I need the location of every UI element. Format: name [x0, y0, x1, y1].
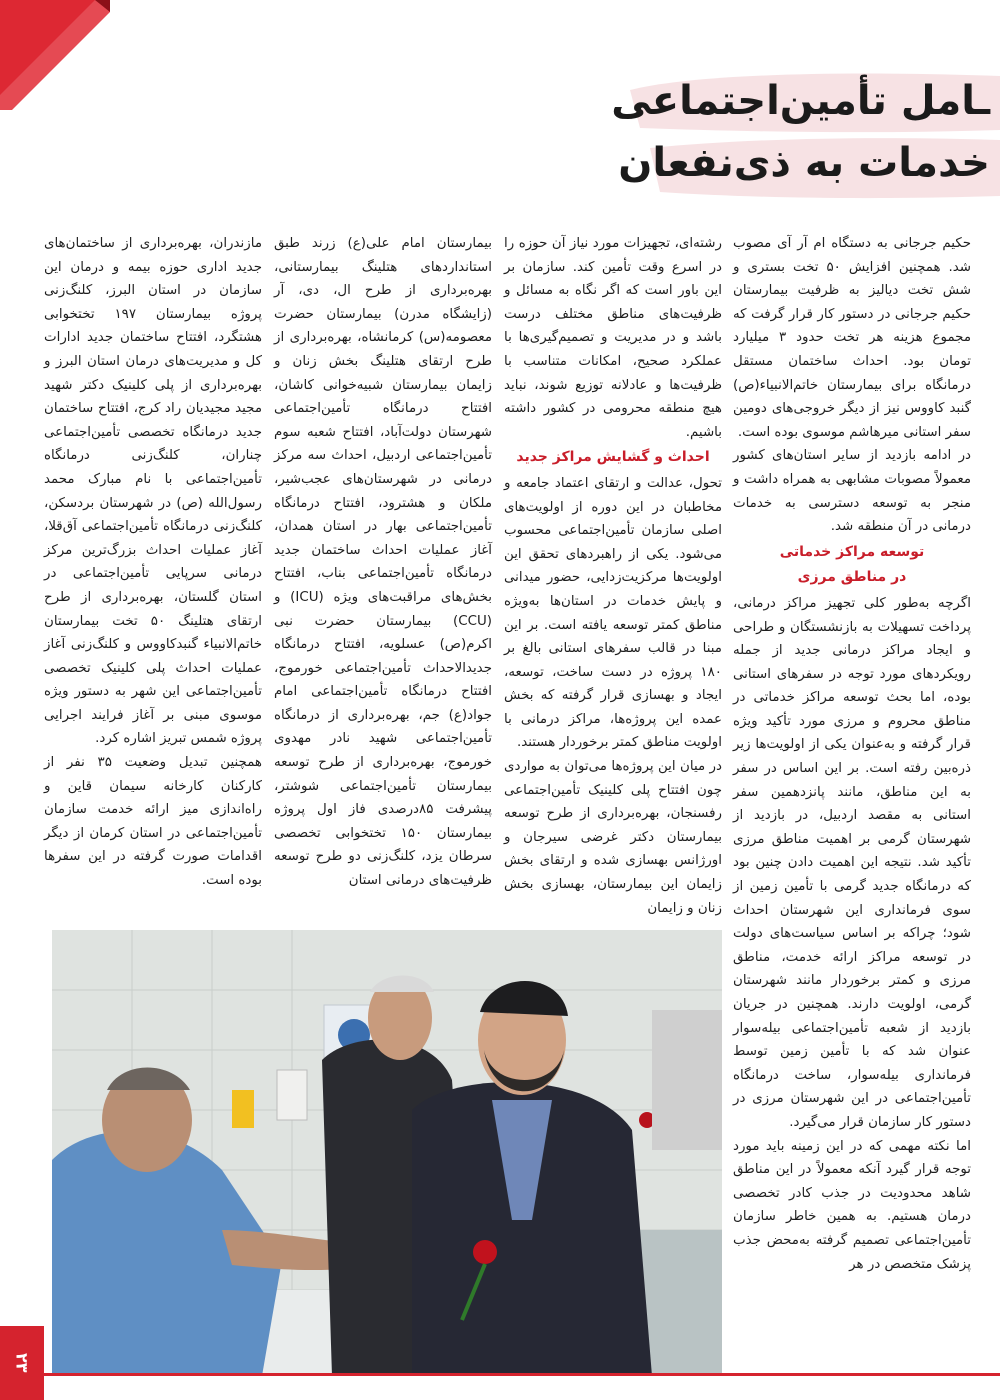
paragraph: حکیم جرجانی به دستگاه ام آر آی مصوب شد. همچنین افزایش ۵۰ تخت بستری و شش تخت دیالیز به ظرفیت بیمارستان حکیم جرجانی در دستور کار قرار گرفت که مجموع هزینه هر تخت حدود ۳ میلیارد تومان بود. احداث ساختمان مستقل درمانگاه برای بیمارستان خاتم‌الانبیاء(ص) گنبد کاووس نیز از دیگر خروجی‌های دومین سفر استانی میرهاشم موسوی بوده است.	[733, 236, 972, 440]
section-heading: در مناطق مرزی	[797, 569, 907, 586]
page-number: ۲۳	[0, 1326, 44, 1400]
paragraph: همچنین تبدیل وضعیت ۳۵ نفر از کارکنان کارخانه سیمان قاین و راه‌اندازی میز ارائه خدمت سازمان تأمین‌اجتماعی در استان کرمان از دیگر اقدامات صورت گرفته در این سفرها بوده است.	[44, 755, 262, 889]
section-heading: احداث و گشایش مراکز جدید	[516, 449, 710, 466]
text-column-3	[274, 232, 492, 893]
article-photo	[50, 928, 724, 1378]
paragraph: بیمارستان امام علی(ع) زرند طبق استانداردهای هتلینگ بیمارستانی، بهره‌برداری از طرح ال، دی، آر (زایشگاه مدرن) بیمارستان حضرت معصومه(س) کرمانشاه، بهره‌برداری از طرح ارتقای هتلینگ بخش زنان و زایمان بیمارستان شبیه‌خوانی کاشان، افتتاح درمانگاه تأمین‌اجتماعی شهرستان دولت‌آباد، افتتاح شعبه سوم تأمین‌اجتماعی اردبیل، احداث سه مرکز درمانی در شهرستان‌های عجب‌شیر، ملکان و هشترود، افتتاح درمانگاه تأمین‌اجتماعی بهار در استان همدان، آغاز عملیات احداث ساختمان جدید درمانگاه تأمین‌اجتماعی بناب، افتتاح بخش‌های مراقبت‌های ویژه (ICU) و (CCU) بیمارستان حضرت نبی اکرم(ص) عسلویه، افتتاح درمانگاه جدیدالاحداث تأمین‌اجتماعی خورموج، افتتاح درمانگاه تأمین‌اجتماعی امام جواد(ع) جم، بهره‌برداری از درمانگاه تأمین‌اجتماعی شهید نادر مهدوی خورموج، بهره‌برداری از طرح توسعه بیمارستان تأمین‌اجتماعی شوشتر، پیشرفت ۸۵درصدی فاز اول پروژه بیمارستان ۱۵۰ تختخوابی تخصصی سرطان یزد، کلنگ‌زنی دو طرح توسعه ظرفیت‌های درمانی استان	[274, 236, 493, 889]
paragraph: تحول، عدالت و ارتقای اعتماد جامعه و مخاطبان در این دوره از اولویت‌های اصلی سازمان تأمین‌اجتماعی محسوب می‌شود. یکی از راهبردهای تحقق این اولویت‌ها مرکزیت‌زدایی، حضور میدانی و پایش خدمات در استان‌ها به‌ویژه مناطق کمتر توسعه یافته است. بر این مبنا در قالب سفرهای استانی بالغ بر ۱۸۰ پروژه در دست ساخت، توسعه، ایجاد و بهسازی قرار گرفته که بخش عمده این پروژه‌ها، مراکز درمانی با اولویت مناطق کمتر برخوردار هستند.	[504, 475, 722, 751]
paragraph: در ادامه بازدید از سایر استان‌های کشور معمولاً مصوبات مشابهی به همراه داشت و منجر به توسعه دسترسی به خدمات درمانی در آن منطقه شد.	[733, 448, 971, 535]
footer-rule	[40, 1373, 1000, 1376]
paragraph: اما نکته مهمی که در این زمینه باید مورد توجه قرار گیرد آنکه معمولاً در این مناطق شاهد محدودیت در جذب کادر تخصصی درمان هستیم. به همین خاطر سازمان تأمین‌اجتماعی تصمیم گرفته به‌محض جذب پزشک متخصص در هر	[733, 1138, 971, 1272]
title-line-2: خدمات به ذی‌نفعان	[618, 140, 990, 186]
corner-decoration	[0, 0, 120, 110]
paragraph: رشته‌ای، تجهیزات مورد نیاز آن حوزه را در اسرع وقت تأمین کند. سازمان بر این باور است که اگر نگاه به مسائل و ظرفیت‌های مناطق مختلف درست باشد و در مدیریت و تصمیم‌گیری‌ها با عملکرد صحیح، امکانات متناسب با ظرفیت‌ها و عادلانه توزیع شوند، نباید هیچ منطقه محرومی در کشور داشته باشیم.	[504, 236, 722, 440]
text-column-1	[733, 232, 971, 1276]
paragraph: اگرچه به‌طور کلی تجهیز مراکز درمانی، پرداخت تسهیلات به بازنشستگان و طراحی و ایجاد مراکز درمانی جدید از جمله رویکردهای مورد توجه در سفرهای استانی بوده، اما بحث توسعه مراکز خدماتی در مناطق محروم و مرزی مورد تأکید ویژه قرار گرفته و به‌عنوان یکی از اولویت‌ها زیر ذره‌بین رفته است. بر این اساس در سفر به این مناطق، مانند پانزدهمین سفر استانی به مقصد اردبیل، در بازدید از شهرستان گرمی بر اهمیت مناطق مرزی تأکید شد. نتیجه این اهمیت دادن چنین بود که درمانگاه جدید گرمی با تأمین زمین از سوی فرمانداری این شهرستان احداث شود؛ چراکه بر اساس سیاست‌های دولت در توسعه مراکز ارائه خدمت، مناطق مرزی و کمتر برخوردار مانند شهرستان گرمی، اولویت دارند. همچنین در جریان بازدید از شعبه تأمین‌اجتماعی بیله‌سوار عنوان شد که با تأمین زمین توسط فرمانداری بیله‌سوار، ساخت درمانگاه تأمین‌اجتماعی در این شهرستان مرزی در دستور کار سازمان قرار می‌گیرد.	[733, 595, 971, 1130]
text-column-2	[504, 232, 722, 920]
section-heading: توسعه مراکز خدماتی	[779, 543, 925, 560]
hospital-visit-photo	[52, 930, 722, 1376]
paragraph: در میان این پروژه‌ها می‌توان به مواردی چون افتتاح پلی کلینیک تأمین‌اجتماعی رفسنجان، بهره‌برداری از طرح توسعه بیمارستان دکتر غرضی سیرجان و اورژانس بهسازی شده و ارتقای بخش زایمان این بیمارستان، بهسازی بخش زنان و زایمان	[504, 759, 722, 916]
text-column-4	[44, 232, 262, 893]
title-line-1: ـامل تأمین‌اجتماعی	[611, 78, 990, 124]
article-title	[611, 70, 1000, 200]
paragraph: مازندران، بهره‌برداری از ساختمان‌های جدید اداری حوزه بیمه و درمان این سازمان در استان البرز، کلنگ‌زنی پروژه بیمارستان ۱۹۷ تختخوابی هشتگرد، افتتاح ساختمان جدید ادارات کل و مدیریت‌های درمان استان البرز و بهره‌برداری از پلی کلینیک دکتر شهید مجید مجیدیان راد کرج، افتتاح ساختمان جدید درمانگاه تخصصی تأمین‌اجتماعی چناران، کلنگ‌زنی درمانگاه تأمین‌اجتماعی با نام مبارک محمد رسول‌الله (ص) در شهرستان بردسکن، کلنگ‌زنی درمانگاه تأمین‌اجتماعی آق‌قلا، آغاز عملیات احداث بزرگ‌ترین مرکز درمانی سرپایی تأمین‌اجتماعی در استان گلستان، بهره‌برداری از طرح ارتقای هتلینگ ۵۰ تخت بیمارستان خاتم‌الانبیاء گنبدکاووس و کلنگ‌زنی آغاز عملیات احداث پلی کلینیک تخصصی تأمین‌اجتماعی این شهر به دستور ویژه موسوی مبنی بر آغاز فرایند اجرایی پروژه شمس تبریز اشاره کرد.	[44, 236, 262, 747]
